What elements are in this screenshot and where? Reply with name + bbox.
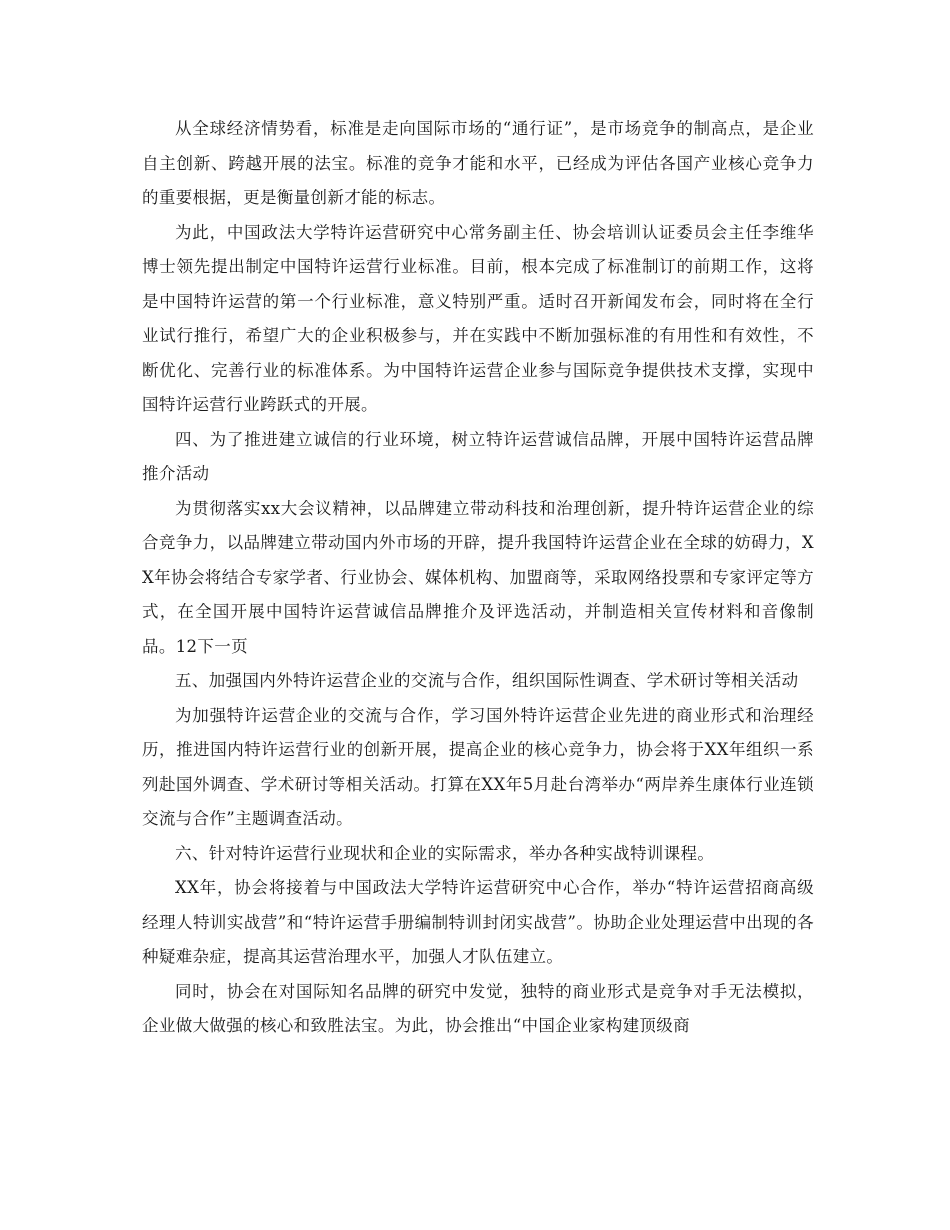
heading-section-six: 六、针对特许运营行业现状和企业的实际需求，举办各种实战特训课程。 [175,843,715,863]
paragraph-business-model: 同时，协会在对国际知名品牌的研究中发觉，独特的商业形式是竞争对手无法模拟，企业做大做强的核心和致胜法宝。为此，协会推出“中国企业家构建顶级商 [142,981,814,1035]
paragraph-brand-promotion: 为贯彻落实xx大会议精神，以品牌建立带动科技和治理创新，提升特许运营企业的综合竞争力，以品牌建立带动国内外市场的开辟，提升我国特许运营企业在全球的妨碍力，XX年协会将结合专家学者、行业协会、媒体机构、加盟商等，采取网络投票和专家评定等方式，在全国开展中国特许运营诚信品牌推介及评选活动，并制造相关宣传材料和音像制品。12下一页 [142,498,814,656]
paragraph-industry-standard: 为此，中国政法大学特许运营研究中心常务副主任、协会培训认证委员会主任李维华博士领先提出制定中国特许运营行业标准。目前，根本完成了标准制订的前期工作，这将是中国特许运营的第一个行业标准，意义特别严重。适时召开新闻发布会，同时将在全行业试行推行，希望广大的企业积极参与，并在实践中不断加强标准的有用性和有效性，不断优化、完善行业的标准体系。为中国特许运营企业参与国际竞争提供技术支撑，实现中国特许运营行业跨跃式的开展。 [142,222,814,414]
heading-section-five: 五、加强国内外特许运营企业的交流与合作，组织国际性调查、学术研讨等相关活动 [175,671,799,690]
paragraph-exchange-cooperation: 为加强特许运营企业的交流与合作，学习国外特许运营企业先进的商业形式和治理经历，推进国内特许运营行业的创新开展，提高企业的核心竞争力，协会将于XX年组织一系列赴国外调查、学术研讨等相关活动。打算在XX年5月赴台湾举办“两岸养生康体行业连锁交流与合作”主题调查活动。 [142,705,814,828]
heading-section-four: 四、为了推进建立诚信的行业环境，树立特许运营诚信品牌，开展中国特许运营品牌推介活动 [142,429,814,483]
paragraph-global-standards: 从全球经济情势看，标准是走向国际市场的“通行证”，是市场竞争的制高点，是企业自主创新、跨越开展的法宝。标准的竞争才能和水平，已经成为评估各国产业核心竞争力的重要根据，更是衡量创新才能的标志。 [142,119,814,207]
document-body [142,112,814,1044]
paragraph-training-courses: XX年，协会将接着与中国政法大学特许运营研究中心合作，举办“特许运营招商高级经理人特训实战营”和“特许运营手册编制特训封闭实战营”。协助企业处理运营中出现的各种疑难杂症，提高其运营治理水平，加强人才队伍建立。 [142,878,814,966]
